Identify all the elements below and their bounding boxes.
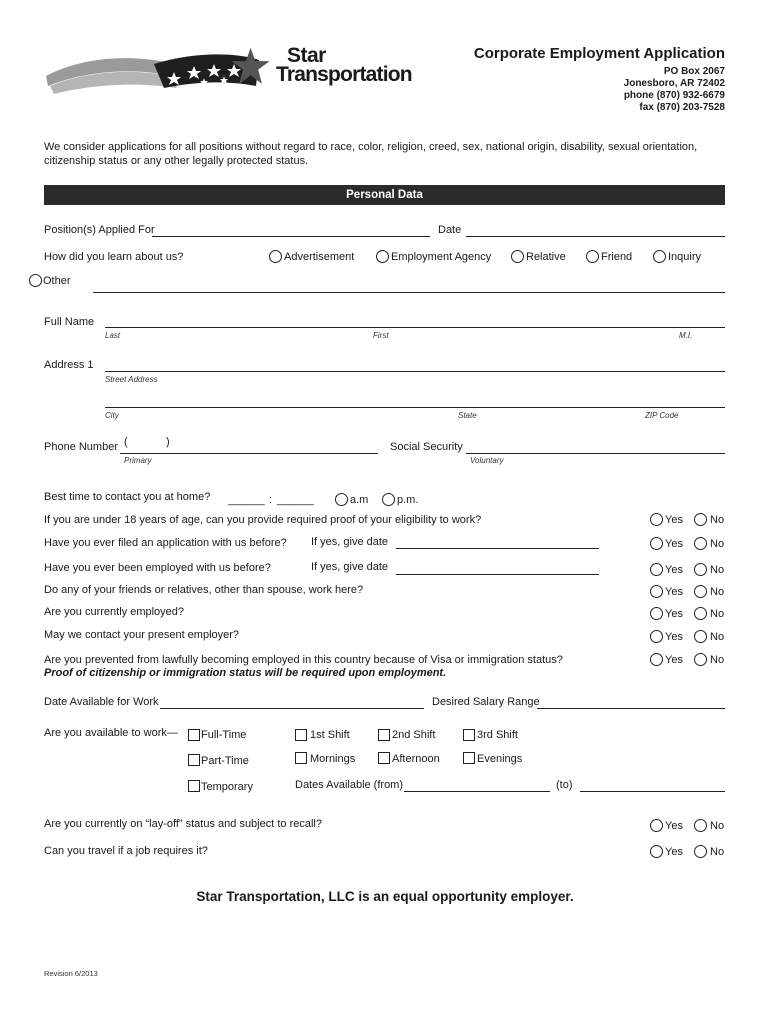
advertisement-radio[interactable]	[269, 250, 282, 263]
part-time-checkbox[interactable]	[188, 754, 200, 766]
yes-radio[interactable]	[650, 845, 663, 858]
part-time-label: Part-Time	[201, 755, 249, 767]
other-input[interactable]	[93, 292, 725, 293]
last-sublabel: Last	[105, 331, 121, 340]
first-sublabel: First	[373, 331, 389, 340]
best-time-label: Best time to contact you at home?	[44, 491, 211, 503]
no-radio[interactable]	[694, 819, 707, 832]
mi-sublabel: M.I.	[679, 331, 693, 340]
relative-label: Relative	[526, 251, 566, 263]
salary-input[interactable]	[537, 708, 725, 709]
first-shift-checkbox[interactable]	[295, 729, 307, 741]
other-radio[interactable]	[29, 274, 42, 287]
yes-label: Yes	[665, 514, 683, 526]
phone-paren-close: )	[166, 436, 170, 448]
available-to-work-label: Are you available to work—	[44, 727, 178, 739]
evenings-label: Evenings	[477, 753, 523, 765]
yes-label: Yes	[665, 631, 683, 643]
logo-line1: Star	[287, 44, 326, 67]
primary-sublabel: Primary	[124, 456, 152, 465]
full-time-label: Full-Time	[201, 729, 247, 741]
employed-date-input[interactable]	[396, 574, 599, 575]
question-employed-before: Have you ever been employed with us before?	[44, 562, 271, 574]
filed-date-input[interactable]	[396, 548, 599, 549]
proof-note: Proof of citizenship or immigration status will be required upon employment.	[44, 667, 447, 679]
second-shift-checkbox[interactable]	[378, 729, 390, 741]
dates-to-label: (to)	[556, 779, 573, 791]
afternoon-label: Afternoon	[392, 753, 440, 765]
question-visa-status: Are you prevented from lawfully becoming employed in this country because of Visa or immigration status?	[44, 654, 563, 666]
question-currently-employed: Are you currently employed?	[44, 606, 185, 618]
page-title: Corporate Employment Application	[473, 45, 725, 62]
no-label: No	[710, 514, 725, 526]
mornings-checkbox[interactable]	[295, 752, 307, 764]
no-label: No	[710, 631, 725, 643]
yes-label: Yes	[665, 586, 683, 598]
am-label: a.m	[350, 494, 369, 506]
ss-label: Social Security	[390, 441, 463, 453]
no-label: No	[710, 846, 725, 858]
first-shift-label: 1st Shift	[310, 729, 350, 741]
full-name-input[interactable]	[105, 327, 725, 328]
yes-radio[interactable]	[650, 585, 663, 598]
yes-radio[interactable]	[650, 819, 663, 832]
full-time-checkbox[interactable]	[188, 729, 200, 741]
dates-from-label: Dates Available (from)	[295, 779, 404, 791]
dates-from-input[interactable]	[404, 791, 550, 792]
third-shift-label: 3rd Shift	[477, 729, 518, 741]
time-minute-blank[interactable]: ______	[277, 494, 314, 506]
revision-label: Revision 6/2013	[44, 969, 98, 978]
street-address-input[interactable]	[105, 371, 725, 372]
relative-radio[interactable]	[511, 250, 524, 263]
date-available-label: Date Available for Work	[44, 696, 159, 708]
phone-input[interactable]	[120, 453, 378, 454]
full-name-label: Full Name	[44, 316, 95, 328]
phone-paren-open: (	[124, 436, 128, 448]
afternoon-checkbox[interactable]	[378, 752, 390, 764]
logo-line2: Transportation	[276, 63, 412, 86]
no-label: No	[710, 654, 725, 666]
yes-label: Yes	[665, 564, 683, 576]
evenings-checkbox[interactable]	[463, 752, 475, 764]
yes-label: Yes	[665, 846, 683, 858]
zip-sublabel: ZIP Code	[645, 411, 679, 420]
second-shift-label: 2nd Shift	[392, 729, 436, 741]
question-filed-before: Have you ever filed an application with us before?	[44, 537, 287, 549]
no-radio[interactable]	[694, 607, 707, 620]
city-state-zip-input[interactable]	[105, 407, 725, 408]
yes-radio[interactable]	[650, 537, 663, 550]
pm-label: p.m.	[397, 494, 419, 506]
yes-label: Yes	[665, 654, 683, 666]
yes-label: Yes	[665, 538, 683, 550]
street-sublabel: Street Address	[105, 375, 158, 384]
give-date-label: If yes, give date	[311, 561, 389, 573]
phone-label: Phone Number	[44, 441, 118, 453]
company-address	[624, 66, 725, 114]
inquiry-label: Inquiry	[668, 251, 702, 263]
time-hour-blank[interactable]: ______	[228, 494, 265, 506]
question-contact-employer: May we contact your present employer?	[44, 629, 240, 641]
no-label: No	[710, 820, 725, 832]
no-label: No	[710, 564, 725, 576]
address-line: PO Box 2067	[663, 66, 725, 77]
eeo-notice-line2: citizenship status or any other legally protected status.	[44, 155, 309, 167]
address-line: fax (870) 203-7528	[639, 102, 725, 113]
date-input[interactable]	[466, 236, 725, 237]
temporary-label: Temporary	[201, 781, 253, 793]
advertisement-label: Advertisement	[284, 251, 355, 263]
no-radio[interactable]	[694, 513, 707, 526]
mornings-label: Mornings	[310, 753, 356, 765]
address-label: Address 1	[44, 359, 94, 371]
no-radio[interactable]	[694, 630, 707, 643]
question-under-18: If you are under 18 years of age, can you provide required proof of your eligibility to work?	[44, 514, 482, 526]
section-header-personal-data: Personal Data	[44, 185, 725, 205]
pm-radio[interactable]	[382, 493, 395, 506]
no-radio[interactable]	[694, 537, 707, 550]
date-available-input[interactable]	[160, 708, 424, 709]
address-line: phone (870) 932-6679	[623, 90, 725, 101]
positions-label: Position(s) Applied For	[44, 224, 155, 236]
no-radio[interactable]	[694, 653, 707, 666]
ss-input[interactable]	[466, 453, 725, 454]
yes-label: Yes	[665, 820, 683, 832]
yes-radio[interactable]	[650, 630, 663, 643]
give-date-label: If yes, give date	[311, 536, 389, 548]
am-radio[interactable]	[335, 493, 348, 506]
no-radio[interactable]	[694, 585, 707, 598]
employment-agency-radio[interactable]	[376, 250, 389, 263]
flag-star-icon	[44, 42, 284, 94]
third-shift-checkbox[interactable]	[463, 729, 475, 741]
no-radio[interactable]	[694, 845, 707, 858]
friend-radio[interactable]	[586, 250, 599, 263]
address-line: Jonesboro, AR 72402	[623, 78, 725, 89]
learn-label: How did you learn about us?	[44, 251, 184, 263]
employment-agency-label: Employment Agency	[391, 251, 492, 263]
other-label: Other	[43, 275, 71, 287]
no-label: No	[710, 608, 725, 620]
voluntary-sublabel: Voluntary	[470, 456, 504, 465]
date-label: Date	[438, 224, 462, 236]
yes-radio[interactable]	[650, 607, 663, 620]
positions-input[interactable]	[152, 236, 430, 237]
dates-to-input[interactable]	[580, 791, 725, 792]
no-label: No	[710, 538, 725, 550]
salary-label: Desired Salary Range	[432, 696, 540, 708]
inquiry-radio[interactable]	[653, 250, 666, 263]
yes-radio[interactable]	[650, 513, 663, 526]
friend-label: Friend	[601, 251, 633, 263]
state-sublabel: State	[458, 411, 477, 420]
temporary-checkbox[interactable]	[188, 780, 200, 792]
company-logo	[44, 42, 434, 94]
no-label: No	[710, 586, 725, 598]
yes-radio[interactable]	[650, 653, 663, 666]
question-layoff: Are you currently on “lay-off” status and subject to recall?	[44, 818, 322, 830]
time-colon: :	[269, 494, 273, 506]
yes-radio[interactable]	[650, 563, 663, 576]
question-relatives: Do any of your friends or relatives, other than spouse, work here?	[44, 584, 364, 596]
yes-label: Yes	[665, 608, 683, 620]
question-travel: Can you travel if a job requires it?	[44, 845, 208, 857]
city-sublabel: City	[105, 411, 119, 420]
eeo-notice-line1: We consider applications for all positions without regard to race, color, religion, creed, sex, national origin, disability, sexual orientation,	[44, 141, 698, 153]
eoe-statement: Star Transportation, LLC is an equal opportunity employer.	[196, 889, 574, 904]
no-radio[interactable]	[694, 563, 707, 576]
